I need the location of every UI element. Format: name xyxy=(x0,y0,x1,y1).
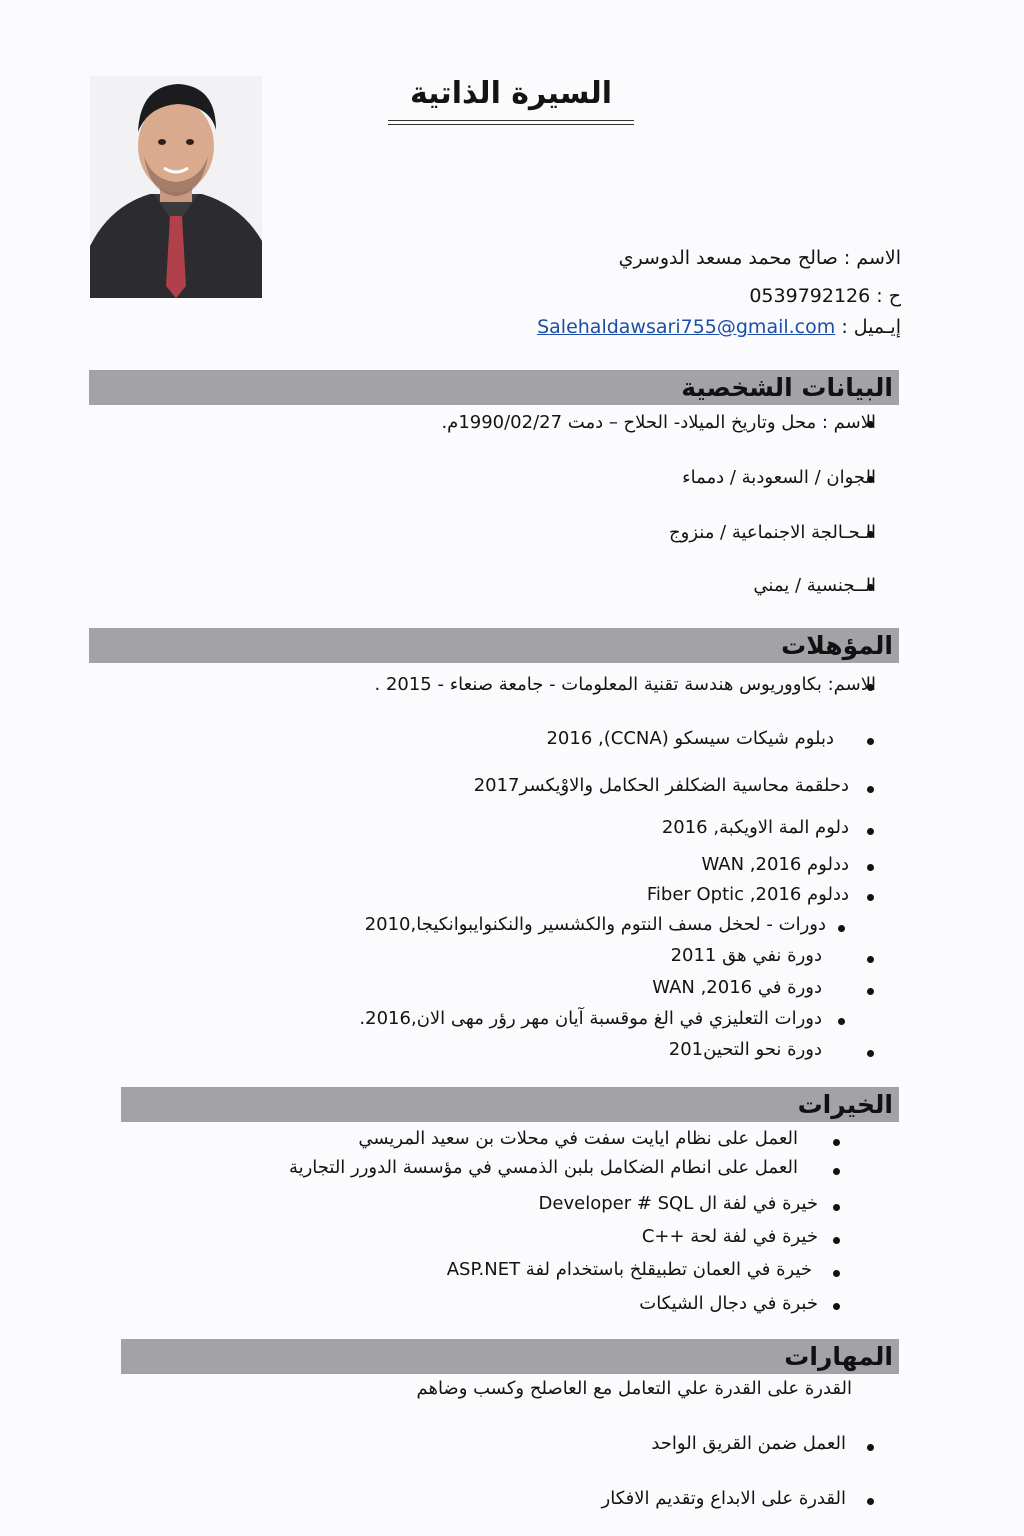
page-title: السيرة الذاتية xyxy=(409,76,612,111)
bullet-icon xyxy=(833,1204,840,1211)
bullet-icon xyxy=(867,828,874,835)
experience-item: خبرة في دجال الشيكات xyxy=(639,1293,818,1314)
bullet-icon xyxy=(838,925,845,932)
phone-line xyxy=(749,283,901,309)
qualification-item: دورة في WAN ,2016 xyxy=(652,977,822,998)
skill-item: القدرة على الابداع وتقديم الافكار xyxy=(601,1488,846,1509)
qualification-item: دلوم المة الاويكبة, 2016 xyxy=(661,817,849,838)
title-underline xyxy=(388,120,634,125)
phone-number: 0539792126 xyxy=(749,285,871,307)
bullet-icon xyxy=(867,738,874,745)
bullet-icon xyxy=(833,1303,840,1310)
personal-heading: البيانات الشخصية xyxy=(681,373,893,402)
email-link[interactable]: Salehaldawsari755@gmail.com xyxy=(537,316,836,338)
personal-item: الــجنسية / يمني xyxy=(753,575,876,596)
experience-item: خيرة في العمان تطبيقلخ باستخدام لفة ASP.NET xyxy=(446,1259,812,1280)
bullet-icon xyxy=(833,1237,840,1244)
bullet-icon xyxy=(867,1444,874,1451)
qualification-item: دورات - لحخل مسف النتوم والكشسير والنكنوايبوانكيجا,2010 xyxy=(364,914,826,935)
bullet-icon xyxy=(867,956,874,963)
qualifications-section-bar xyxy=(89,628,899,663)
experience-section-bar xyxy=(121,1087,899,1122)
bullet-icon xyxy=(867,1498,874,1505)
qualification-item: ددلوم WAN ,2016 xyxy=(701,854,849,875)
bullet-icon xyxy=(867,864,874,871)
bullet-icon xyxy=(838,1018,845,1025)
experience-item: العمل على انطام الضكامل بلبن الذمسي في مؤسسة الدورر التجارية xyxy=(288,1157,798,1178)
qualification-item: ددلوم Fiber Optic ,2016 xyxy=(646,884,849,905)
personal-section-bar xyxy=(89,370,899,405)
qualification-item: دورات التعليزي في الغ موقسبة آيان مهر رؤر مهى الان,2016. xyxy=(359,1008,822,1029)
bullet-icon xyxy=(833,1139,840,1146)
email-line xyxy=(537,314,901,340)
skills-heading: المهارات xyxy=(784,1342,893,1371)
profile-photo xyxy=(90,76,262,298)
skills-section-bar xyxy=(121,1339,899,1374)
person-photo-graphic xyxy=(90,76,262,298)
qualification-item: دحلقمة محاسية الضكلفر الحكامل والاوْيكسر2017 xyxy=(473,775,849,796)
qualification-item: الاسم: بكاووريوس هندسة تقنية المعلومات - جامعة صنعاء - 2015 . xyxy=(374,674,876,695)
qualification-item: دورة نحو التحين201 xyxy=(668,1039,822,1060)
bullet-icon xyxy=(867,988,874,995)
bullet-icon xyxy=(867,786,874,793)
name-line: الاسم : صالح محمد مسعد الدوسري xyxy=(618,247,901,269)
personal-item: الجوان / السعودبة / دمماء xyxy=(682,467,876,488)
bullet-icon xyxy=(833,1270,840,1277)
qualifications-heading: المؤهلات xyxy=(781,631,893,660)
qualification-item: دورة نفي هق 2011 xyxy=(670,945,822,966)
experience-item: العمل على نظام ايايت سفت في محلات بن سعيد المريسي xyxy=(358,1128,798,1149)
experience-item: خيرة في لفة لحة ++C xyxy=(641,1226,818,1247)
bullet-icon xyxy=(833,1168,840,1175)
skills-intro: القدرة على القدرة علي التعامل مع العاصلح وكسب وضاهم xyxy=(416,1378,852,1399)
phone-label: ح : xyxy=(876,285,901,307)
experience-item: خيرة في لفة ال Developer # SQL xyxy=(538,1193,818,1214)
skill-item: العمل ضمن القريق الواحد xyxy=(651,1433,846,1454)
bullet-icon xyxy=(867,1050,874,1057)
personal-item: الاسم : محل وتاريخ الميلاد- الحلاح – دمت 1990/02/27م. xyxy=(441,412,876,433)
email-label: إيـميل : xyxy=(841,316,901,338)
personal-item: الـحـالجة الاجنماعية / منزوج xyxy=(669,522,876,543)
experience-heading: الخيرات xyxy=(797,1090,893,1119)
bullet-icon xyxy=(867,894,874,901)
qualification-item: دبلوم شيكات سيسكو (CCNA), 2016 xyxy=(546,728,834,749)
